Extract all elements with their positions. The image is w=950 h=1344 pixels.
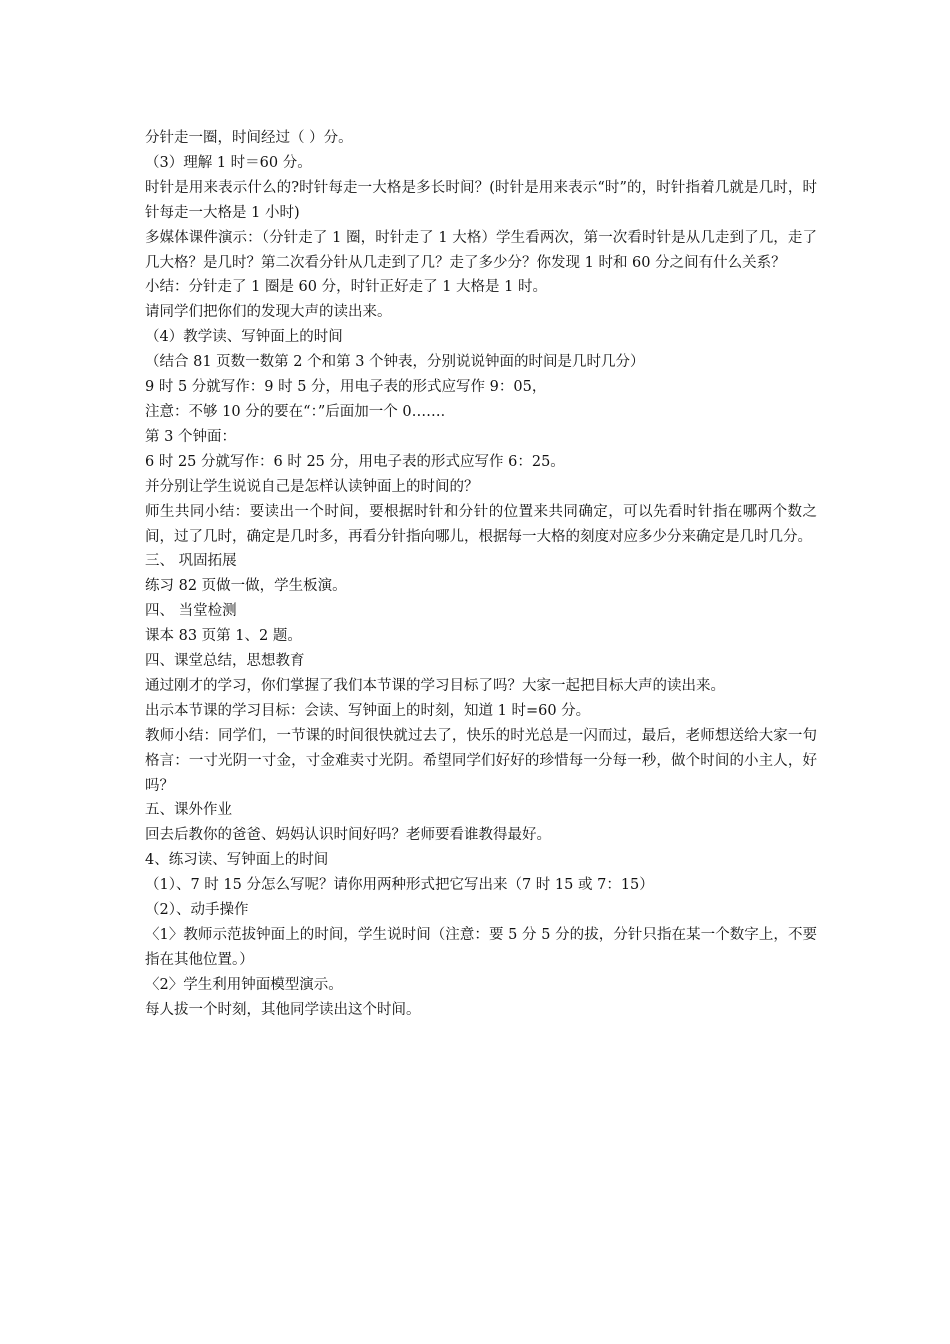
paragraph: 回去后教你的爸爸、妈妈认识时间好吗？老师要看谁教得最好。 xyxy=(145,827,551,844)
paragraph: 第 3 个钟面： xyxy=(145,428,236,445)
paragraph: 每人拔一个时刻，其他同学读出这个时间。 xyxy=(145,1001,421,1018)
paragraph: 注意：不够 10 分的要在“：”后面加一个 0……． xyxy=(145,403,456,420)
paragraph: （1）、7 时 15 分怎么写呢？请你用两种形式把它写出来（7 时 15 或 7：15） xyxy=(145,877,654,894)
section-heading: 四、 当堂检测 xyxy=(145,603,237,620)
paragraph: 通过刚才的学习，你们掌握了我们本节课的学习目标了吗？大家一起把目标大声的读出来。 xyxy=(145,677,725,694)
section-heading: 五、课外作业 xyxy=(145,802,232,819)
paragraph: 请同学们把你们的发现大声的读出来。 xyxy=(145,304,392,321)
document-body xyxy=(145,126,817,1023)
paragraph: 课本 83 页第 1、2 题。 xyxy=(145,628,302,645)
paragraph: 多媒体课件演示：（分针走了 1 圈，时针走了 1 大格）学生看两次，第一次看时针是从几走到了几，走了几大格？是几时？第二次看分针从几走到了几？走了多少分？你发现 1 时和 60 分之间有什么关系？ xyxy=(145,229,817,271)
section-heading: 4、练习读、写钟面上的时间 xyxy=(145,852,329,869)
paragraph: 分针走一圈，时间经过（ ）分。 xyxy=(145,130,353,146)
paragraph: 〈2〉学生利用钟面模型演示。 xyxy=(145,976,343,993)
paragraph: 〈1〉教师示范拔钟面上的时间，学生说时间（注意：要 5 分 5 分的拔，分针只指在某一个数字上，不要指在其他位置。） xyxy=(145,927,817,968)
paragraph: 师生共同小结：要读出一个时间，要根据时针和分针的位置来共同确定，可以先看时针指在哪两个数之间，过了几时，确定是几时多，再看分针指向哪儿，根据每一大格的刻度对应多少分来确定是几时几分。 xyxy=(145,503,817,545)
paragraph: 小结：分针走了 1 圈是 60 分，时针正好走了 1 大格是 1 时。 xyxy=(145,279,547,296)
section-heading: 四、课堂总结，思想教育 xyxy=(145,653,305,670)
paragraph: 并分别让学生说说自己是怎样认读钟面上的时间的？ xyxy=(145,478,479,495)
section-heading: （4）教学读、写钟面上的时间 xyxy=(145,329,343,346)
paragraph: 出示本节课的学习目标：会读、写钟面上的时刻，知道 1 时=60 分。 xyxy=(145,702,591,719)
paragraph: 时针是用来表示什么的?时针每走一大格是多长时间？(时针是用来表示“时”的，时针指着几就是几时，时针每走一大格是 1 小时) xyxy=(145,179,817,221)
paragraph: 9 时 5 分就写作：9 时 5 分，用电子表的形式应写作 9：05， xyxy=(145,379,547,396)
paragraph: 练习 82 页做一做，学生板演。 xyxy=(145,578,347,595)
section-heading: 三、 巩固拓展 xyxy=(145,553,237,570)
paragraph: （3）理解 1 时＝60 分。 xyxy=(145,154,312,171)
paragraph: 6 时 25 分就写作：6 时 25 分，用电子表的形式应写作 6：25。 xyxy=(145,453,565,470)
paragraph: （2）、动手操作 xyxy=(145,902,249,919)
paragraph: （结合 81 页数一数第 2 个和第 3 个钟表，分别说说钟面的时间是几时几分） xyxy=(145,354,645,371)
paragraph: 教师小结：同学们，一节课的时间很快就过去了，快乐的时光总是一闪而过，最后，老师想送给大家一句格言：一寸光阴一寸金，寸金难卖寸光阴。希望同学们好好的珍惜每一分每一秒，做个时间的小主人，好吗？ xyxy=(145,727,817,794)
